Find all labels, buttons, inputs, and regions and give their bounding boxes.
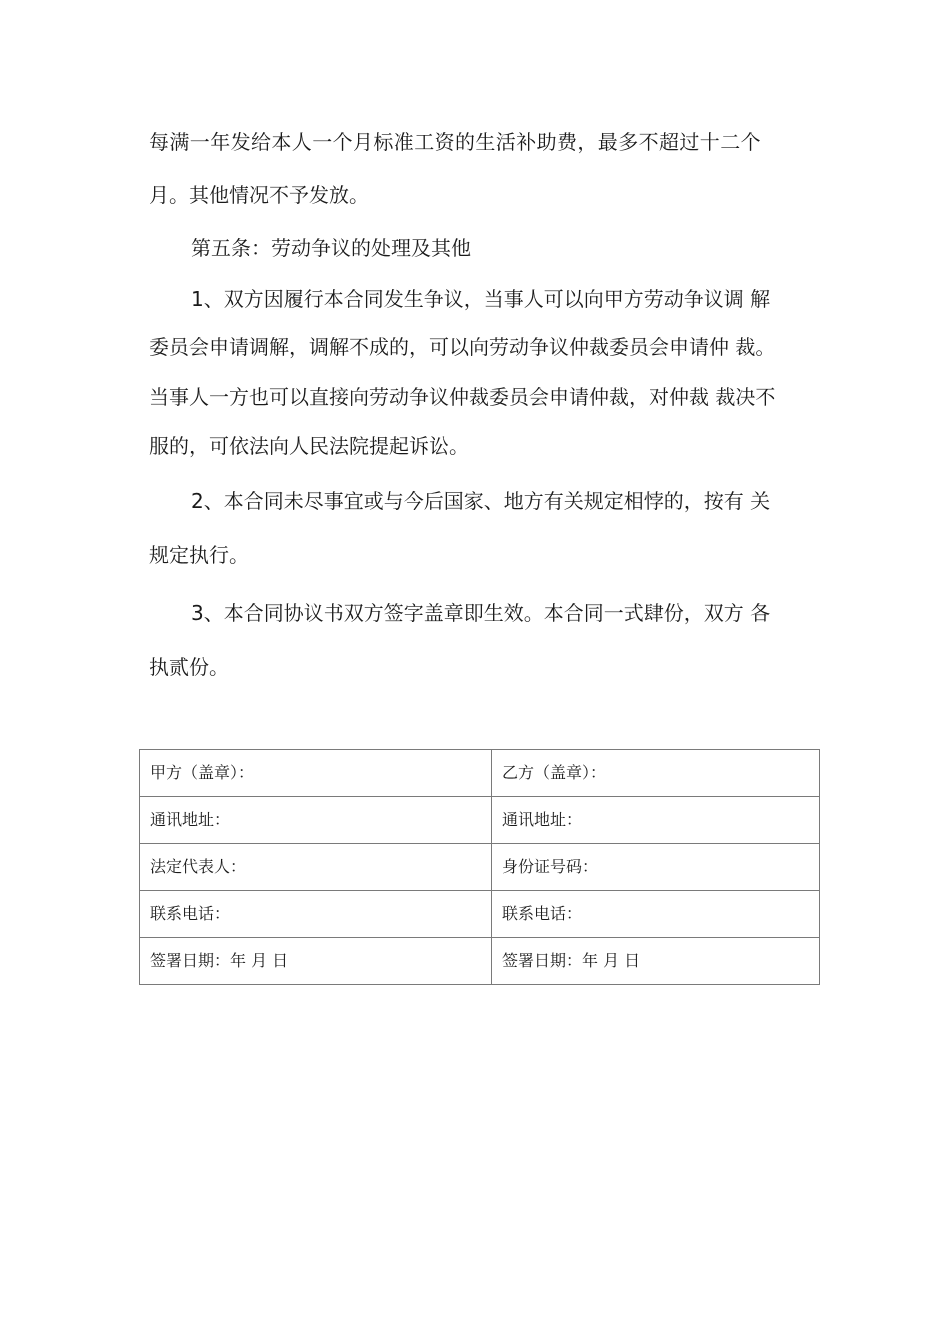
paragraph-line: 每满一年发给本人一个月标准工资的生活补助费，最多不超过十二个 — [149, 130, 761, 154]
party-b-phone-cell: 联系电话： — [492, 891, 820, 938]
signature-table — [139, 749, 820, 985]
paragraph-line: 3、本合同协议书双方签字盖章即生效。本合同一式肆份，双方 各 — [191, 601, 771, 625]
party-a-phone-cell: 联系电话： — [140, 891, 492, 938]
table-row — [140, 938, 820, 985]
paragraph-line: 2、本合同未尽事宜或与今后国家、地方有关规定相悖的，按有 关 — [191, 489, 771, 513]
table-row — [140, 844, 820, 891]
paragraph-line: 规定执行。 — [149, 543, 249, 567]
table-row — [140, 797, 820, 844]
section-heading: 第五条：劳动争议的处理及其他 — [191, 236, 471, 260]
paragraph-line: 执贰份。 — [149, 655, 229, 679]
party-a-seal-cell: 甲方（盖章）： — [140, 750, 492, 797]
id-number-cell: 身份证号码： — [492, 844, 820, 891]
paragraph-line: 1、双方因履行本合同发生争议，当事人可以向甲方劳动争议调 解 — [191, 287, 771, 311]
paragraph-line: 委员会申请调解，调解不成的，可以向劳动争议仲裁委员会申请仲 裁。 — [149, 335, 776, 359]
table-row — [140, 750, 820, 797]
paragraph-line: 服的，可依法向人民法院提起诉讼。 — [149, 434, 469, 458]
paragraph-line: 当事人一方也可以直接向劳动争议仲裁委员会申请仲裁，对仲裁 裁决不 — [149, 385, 776, 409]
party-a-sign-date-cell: 签署日期：年 月 日 — [140, 938, 492, 985]
legal-representative-cell: 法定代表人： — [140, 844, 492, 891]
party-b-seal-cell: 乙方（盖章）： — [492, 750, 820, 797]
party-a-address-cell: 通讯地址： — [140, 797, 492, 844]
table-row — [140, 891, 820, 938]
party-b-sign-date-cell: 签署日期：年 月 日 — [492, 938, 820, 985]
paragraph-line: 月。其他情况不予发放。 — [149, 183, 369, 207]
party-b-address-cell: 通讯地址： — [492, 797, 820, 844]
